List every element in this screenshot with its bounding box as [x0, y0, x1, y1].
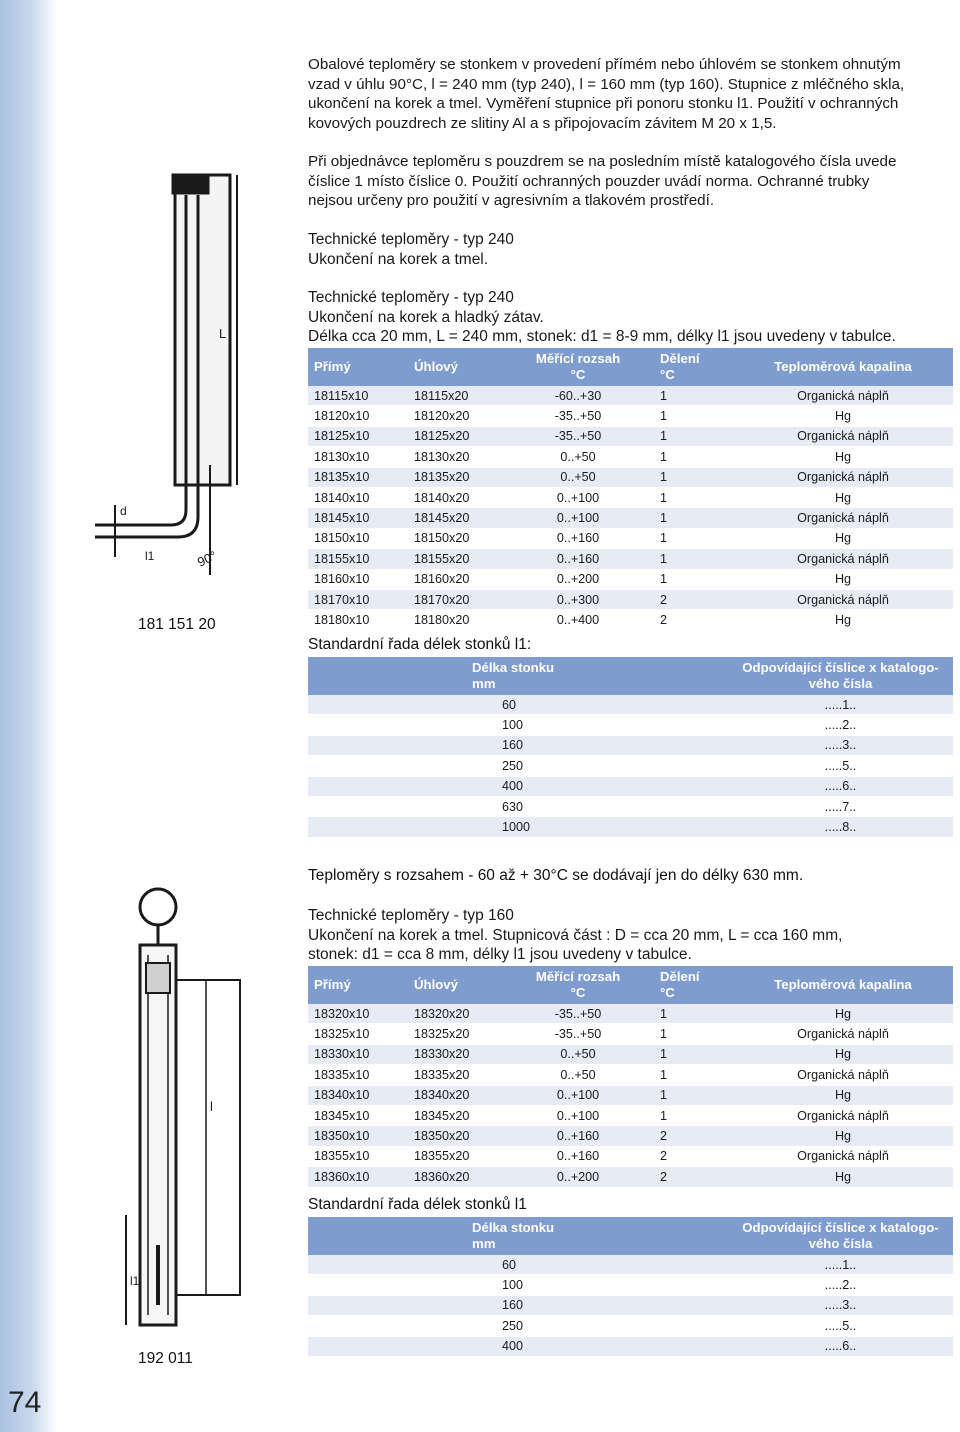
table-cell: 18160x10: [308, 569, 408, 589]
table-cell: 18125x10: [308, 426, 408, 446]
table-cell: -35..+50: [508, 1004, 648, 1024]
drawing-label-angle: 90°: [194, 547, 220, 570]
table-cell: 18355x20: [408, 1146, 508, 1166]
table-cell: 250: [308, 1316, 728, 1336]
left-decorative-band: [0, 0, 58, 1432]
table-cell: 18350x20: [408, 1126, 508, 1146]
table-cell: -35..+50: [508, 406, 648, 426]
drawing-label-l1: l1: [130, 1274, 140, 1288]
table-row: [308, 1255, 953, 1275]
table-cell: 630: [308, 796, 728, 816]
header-catalog-digit: Odpovídající číslice x katalogo- vého čísla: [728, 1217, 953, 1255]
table-row: [308, 715, 953, 735]
table-cell: 18150x10: [308, 528, 408, 548]
header-stem-length: Délka stonku mm: [308, 1217, 728, 1255]
page-number: 74: [8, 1386, 42, 1419]
table-cell: 18350x10: [308, 1126, 408, 1146]
table-cell: Organická náplň: [733, 426, 953, 446]
table-cell: 2: [648, 1167, 733, 1187]
table-row: [308, 735, 953, 755]
table-cell: 0..+160: [508, 1126, 648, 1146]
table-cell: 1: [648, 1044, 733, 1064]
intro-paragraph-2: [308, 152, 940, 211]
range-note: Teploměry s rozsahem - 60 až + 30°C se dodávají jen do délky 630 mm.: [308, 867, 804, 884]
table-cell: Organická náplň: [733, 1146, 953, 1166]
table-cell: 18335x20: [408, 1065, 508, 1085]
table-row: [308, 1105, 953, 1125]
table-cell: 0..+100: [508, 508, 648, 528]
table-cell: 400: [308, 776, 728, 796]
lengths-table-240: [308, 657, 953, 838]
table-cell: 1: [648, 528, 733, 548]
lengths-table-160: [308, 1217, 953, 1357]
text-line: stonek: d1 = cca 8 mm, délky l1 jsou uvedeny v tabulce.: [308, 946, 692, 964]
table-cell: 1: [648, 467, 733, 487]
table-cell: 18140x10: [308, 487, 408, 507]
table-cell: 18155x10: [308, 549, 408, 569]
table-cell: Hg: [733, 487, 953, 507]
table-cell: 0..+160: [508, 549, 648, 569]
table-cell: 2: [648, 610, 733, 630]
drawing-label-d: d: [120, 504, 127, 518]
table-row: [308, 386, 953, 406]
table-cell: Hg: [733, 610, 953, 630]
table-cell: 0..+200: [508, 569, 648, 589]
table-cell: 18355x10: [308, 1146, 408, 1166]
section-240-heading-2: [308, 288, 896, 347]
table-cell: .....5..: [728, 1316, 953, 1336]
table-cell: 18140x20: [408, 487, 508, 507]
table-cell: .....6..: [728, 1336, 953, 1356]
table-cell: 18360x10: [308, 1167, 408, 1187]
table-cell: 18345x20: [408, 1105, 508, 1125]
table-cell: 18120x10: [308, 406, 408, 426]
drawing-label-l: l: [210, 1099, 213, 1114]
table-cell: 18340x20: [408, 1085, 508, 1105]
table-cell: 0..+100: [508, 1105, 648, 1125]
table-cell: Hg: [733, 1167, 953, 1187]
table-row: [308, 528, 953, 548]
drawing-label-l1: l1: [145, 549, 155, 563]
table-row: [308, 610, 953, 630]
table-cell: 18145x10: [308, 508, 408, 528]
header-division: Dělení °C: [648, 966, 733, 1004]
text-line: Ukončení na korek a tmel.: [308, 250, 489, 268]
table-cell: 1: [648, 569, 733, 589]
table-row: [308, 1336, 953, 1356]
table-cell: 0..+200: [508, 1167, 648, 1187]
table-header-row: [308, 348, 953, 386]
table-cell: 18180x20: [408, 610, 508, 630]
table-cell: 18130x20: [408, 447, 508, 467]
table-cell: Hg: [733, 406, 953, 426]
table-row: [308, 1126, 953, 1146]
table-cell: 1: [648, 406, 733, 426]
text-line: Technické teploměry - typ 160: [308, 907, 514, 924]
intro-paragraph-1: [308, 55, 940, 133]
table-cell: Organická náplň: [733, 467, 953, 487]
table-header-row: [308, 1217, 953, 1255]
table-cell: Hg: [733, 1004, 953, 1024]
header-stem-length: Délka stonku mm: [308, 657, 728, 695]
text-line: Ukončení na korek a hladký zátav.: [308, 308, 544, 326]
table-cell: Hg: [733, 528, 953, 548]
table-cell: 0..+160: [508, 1146, 648, 1166]
table-row: [308, 549, 953, 569]
thermometer-drawing-angled: [85, 165, 260, 590]
table-cell: 0..+50: [508, 1065, 648, 1085]
table-cell: 1: [648, 508, 733, 528]
table-row: [308, 1065, 953, 1085]
table-cell: 1: [648, 487, 733, 507]
table-cell: .....8..: [728, 817, 953, 837]
table-cell: 18320x20: [408, 1004, 508, 1024]
table-cell: 0..+100: [508, 487, 648, 507]
table-row: [308, 467, 953, 487]
table-row: [308, 1295, 953, 1315]
table-cell: 2: [648, 1146, 733, 1166]
table-cell: 1: [648, 1105, 733, 1125]
drawing-label-L: L: [219, 326, 227, 341]
table-row: [308, 1004, 953, 1024]
text-line: ukončení na korek a tmel. Vyměření stupnice při ponoru stonku l1. Použití v ochranných: [308, 95, 899, 113]
table-cell: 0..+50: [508, 467, 648, 487]
table-cell: 160: [308, 1295, 728, 1315]
table-cell: 250: [308, 756, 728, 776]
thermometer-drawing-straight: [118, 885, 248, 1335]
table-cell: Organická náplň: [733, 1065, 953, 1085]
table-cell: 18125x20: [408, 426, 508, 446]
table-cell: Hg: [733, 1126, 953, 1146]
table-row: [308, 406, 953, 426]
table-cell: Organická náplň: [733, 1105, 953, 1125]
text-line: Obalové teploměry se stonkem v provedení přímém nebo úhlovém se stonkem ohnutým: [308, 56, 901, 73]
header-angled: Úhlový: [408, 348, 508, 386]
header-range: Měřící rozsah °C: [508, 348, 648, 386]
table-row: [308, 817, 953, 837]
table-cell: .....2..: [728, 715, 953, 735]
table-cell: 2: [648, 1126, 733, 1146]
table-cell: .....3..: [728, 1295, 953, 1315]
header-straight: Přímý: [308, 348, 408, 386]
table-cell: 18320x10: [308, 1004, 408, 1024]
table-cell: -60..+30: [508, 386, 648, 406]
table-row: [308, 426, 953, 446]
table-cell: Organická náplň: [733, 589, 953, 609]
header-straight: Přímý: [308, 966, 408, 1004]
table-row: [308, 569, 953, 589]
table-cell: 60: [308, 1255, 728, 1275]
table-row: [308, 1146, 953, 1166]
table-cell: 18335x10: [308, 1065, 408, 1085]
table-row: [308, 1275, 953, 1295]
table-cell: 18345x10: [308, 1105, 408, 1125]
table-cell: 0..+160: [508, 528, 648, 548]
table-cell: 18180x10: [308, 610, 408, 630]
text-line: Při objednávce teploměru s pouzdrem se na posledním místě katalogového čísla uvede: [308, 153, 897, 170]
text-line: kovových pouzdrech ze slitiny Al a s připojovacím závitem M 20 x 1,5.: [308, 114, 777, 132]
table-cell: 60: [308, 695, 728, 715]
table-cell: Hg: [733, 1085, 953, 1105]
table-cell: 400: [308, 1336, 728, 1356]
table-cell: 18145x20: [408, 508, 508, 528]
table-cell: .....3..: [728, 735, 953, 755]
table-cell: Organická náplň: [733, 1024, 953, 1044]
table-cell: 18135x20: [408, 467, 508, 487]
section-160-heading: [308, 906, 842, 965]
header-liquid: Teploměrová kapalina: [733, 966, 953, 1004]
table-cell: 18340x10: [308, 1085, 408, 1105]
thermometer-table-160: [308, 966, 953, 1188]
table-cell: 0..+50: [508, 447, 648, 467]
lengths-title-160: Standardní řada délek stonků l1: [308, 1196, 527, 1213]
table-cell: Organická náplň: [733, 549, 953, 569]
text-line: nejsou určeny pro použití v agresivním a tlakovém prostředí.: [308, 192, 715, 210]
table-cell: 18120x20: [408, 406, 508, 426]
table-cell: Hg: [733, 569, 953, 589]
table-cell: 18325x10: [308, 1024, 408, 1044]
header-range: Měřící rozsah °C: [508, 966, 648, 1004]
table-cell: 2: [648, 589, 733, 609]
header-catalog-digit: Odpovídající číslice x katalogo- vého čísla: [728, 657, 953, 695]
table-cell: 0..+300: [508, 589, 648, 609]
table-cell: 160: [308, 735, 728, 755]
table-cell: 18170x10: [308, 589, 408, 609]
table-cell: 18115x20: [408, 386, 508, 406]
table-cell: 18155x20: [408, 549, 508, 569]
table-cell: 18115x10: [308, 386, 408, 406]
table-row: [308, 589, 953, 609]
table-cell: -35..+50: [508, 1024, 648, 1044]
table-cell: 18360x20: [408, 1167, 508, 1187]
table-cell: .....1..: [728, 1255, 953, 1275]
thermometer-table-240: [308, 348, 953, 631]
table-row: [308, 1316, 953, 1336]
table-cell: 18160x20: [408, 569, 508, 589]
table-cell: .....2..: [728, 1275, 953, 1295]
table-cell: 1000: [308, 817, 728, 837]
section-240-heading-1: [308, 230, 514, 269]
table-cell: Organická náplň: [733, 508, 953, 528]
table-cell: 18130x10: [308, 447, 408, 467]
table-cell: .....7..: [728, 796, 953, 816]
header-liquid: Teploměrová kapalina: [733, 348, 953, 386]
table-row: [308, 695, 953, 715]
table-cell: 1: [648, 447, 733, 467]
table-cell: 1: [648, 1065, 733, 1085]
table-cell: 18325x20: [408, 1024, 508, 1044]
table-row: [308, 1044, 953, 1064]
table-row: [308, 796, 953, 816]
text-line: vzad v úhlu 90°C, l = 240 mm (typ 240), l = 160 mm (typ 160). Stupnice z mléčného skla,: [308, 75, 905, 93]
lengths-title-240: Standardní řada délek stonků l1:: [308, 636, 532, 653]
table-cell: 1: [648, 426, 733, 446]
table-cell: .....5..: [728, 756, 953, 776]
table-cell: 0..+400: [508, 610, 648, 630]
table-cell: Hg: [733, 1044, 953, 1064]
table-header-row: [308, 966, 953, 1004]
table-cell: 1: [648, 549, 733, 569]
figure-caption-2: 192 011: [138, 1350, 193, 1367]
table-row: [308, 447, 953, 467]
text-line: Technické teploměry - typ 240: [308, 231, 514, 248]
table-cell: -35..+50: [508, 426, 648, 446]
table-cell: 18135x10: [308, 467, 408, 487]
table-row: [308, 1085, 953, 1105]
table-row: [308, 756, 953, 776]
table-cell: 1: [648, 1024, 733, 1044]
table-cell: 18330x10: [308, 1044, 408, 1064]
table-row: [308, 776, 953, 796]
table-cell: .....1..: [728, 695, 953, 715]
table-row: [308, 508, 953, 528]
table-cell: 0..+50: [508, 1044, 648, 1064]
table-cell: Hg: [733, 447, 953, 467]
figure-caption-1: 181 151 20: [138, 616, 216, 633]
table-cell: 1: [648, 1085, 733, 1105]
table-cell: 18150x20: [408, 528, 508, 548]
header-angled: Úhlový: [408, 966, 508, 1004]
table-header-row: [308, 657, 953, 695]
table-cell: 1: [648, 386, 733, 406]
text-line: Ukončení na korek a tmel. Stupnicová část : D = cca 20 mm, L = cca 160 mm,: [308, 926, 843, 944]
text-line: číslice 1 místo číslice 0. Použití ochranných pouzder uvádí norma. Ochranné trubky: [308, 172, 870, 190]
table-cell: Organická náplň: [733, 386, 953, 406]
text-line: Délka cca 20 mm, L = 240 mm, stonek: d1 = 8-9 mm, délky l1 jsou uvedeny v tabulce.: [308, 328, 896, 346]
table-cell: 18170x20: [408, 589, 508, 609]
header-division: Dělení °C: [648, 348, 733, 386]
table-cell: 100: [308, 1275, 728, 1295]
table-cell: 1: [648, 1004, 733, 1024]
table-cell: 100: [308, 715, 728, 735]
table-row: [308, 1167, 953, 1187]
table-row: [308, 1024, 953, 1044]
table-cell: 0..+100: [508, 1085, 648, 1105]
table-cell: 18330x20: [408, 1044, 508, 1064]
text-line: Technické teploměry - typ 240: [308, 289, 514, 306]
table-cell: .....6..: [728, 776, 953, 796]
table-row: [308, 487, 953, 507]
